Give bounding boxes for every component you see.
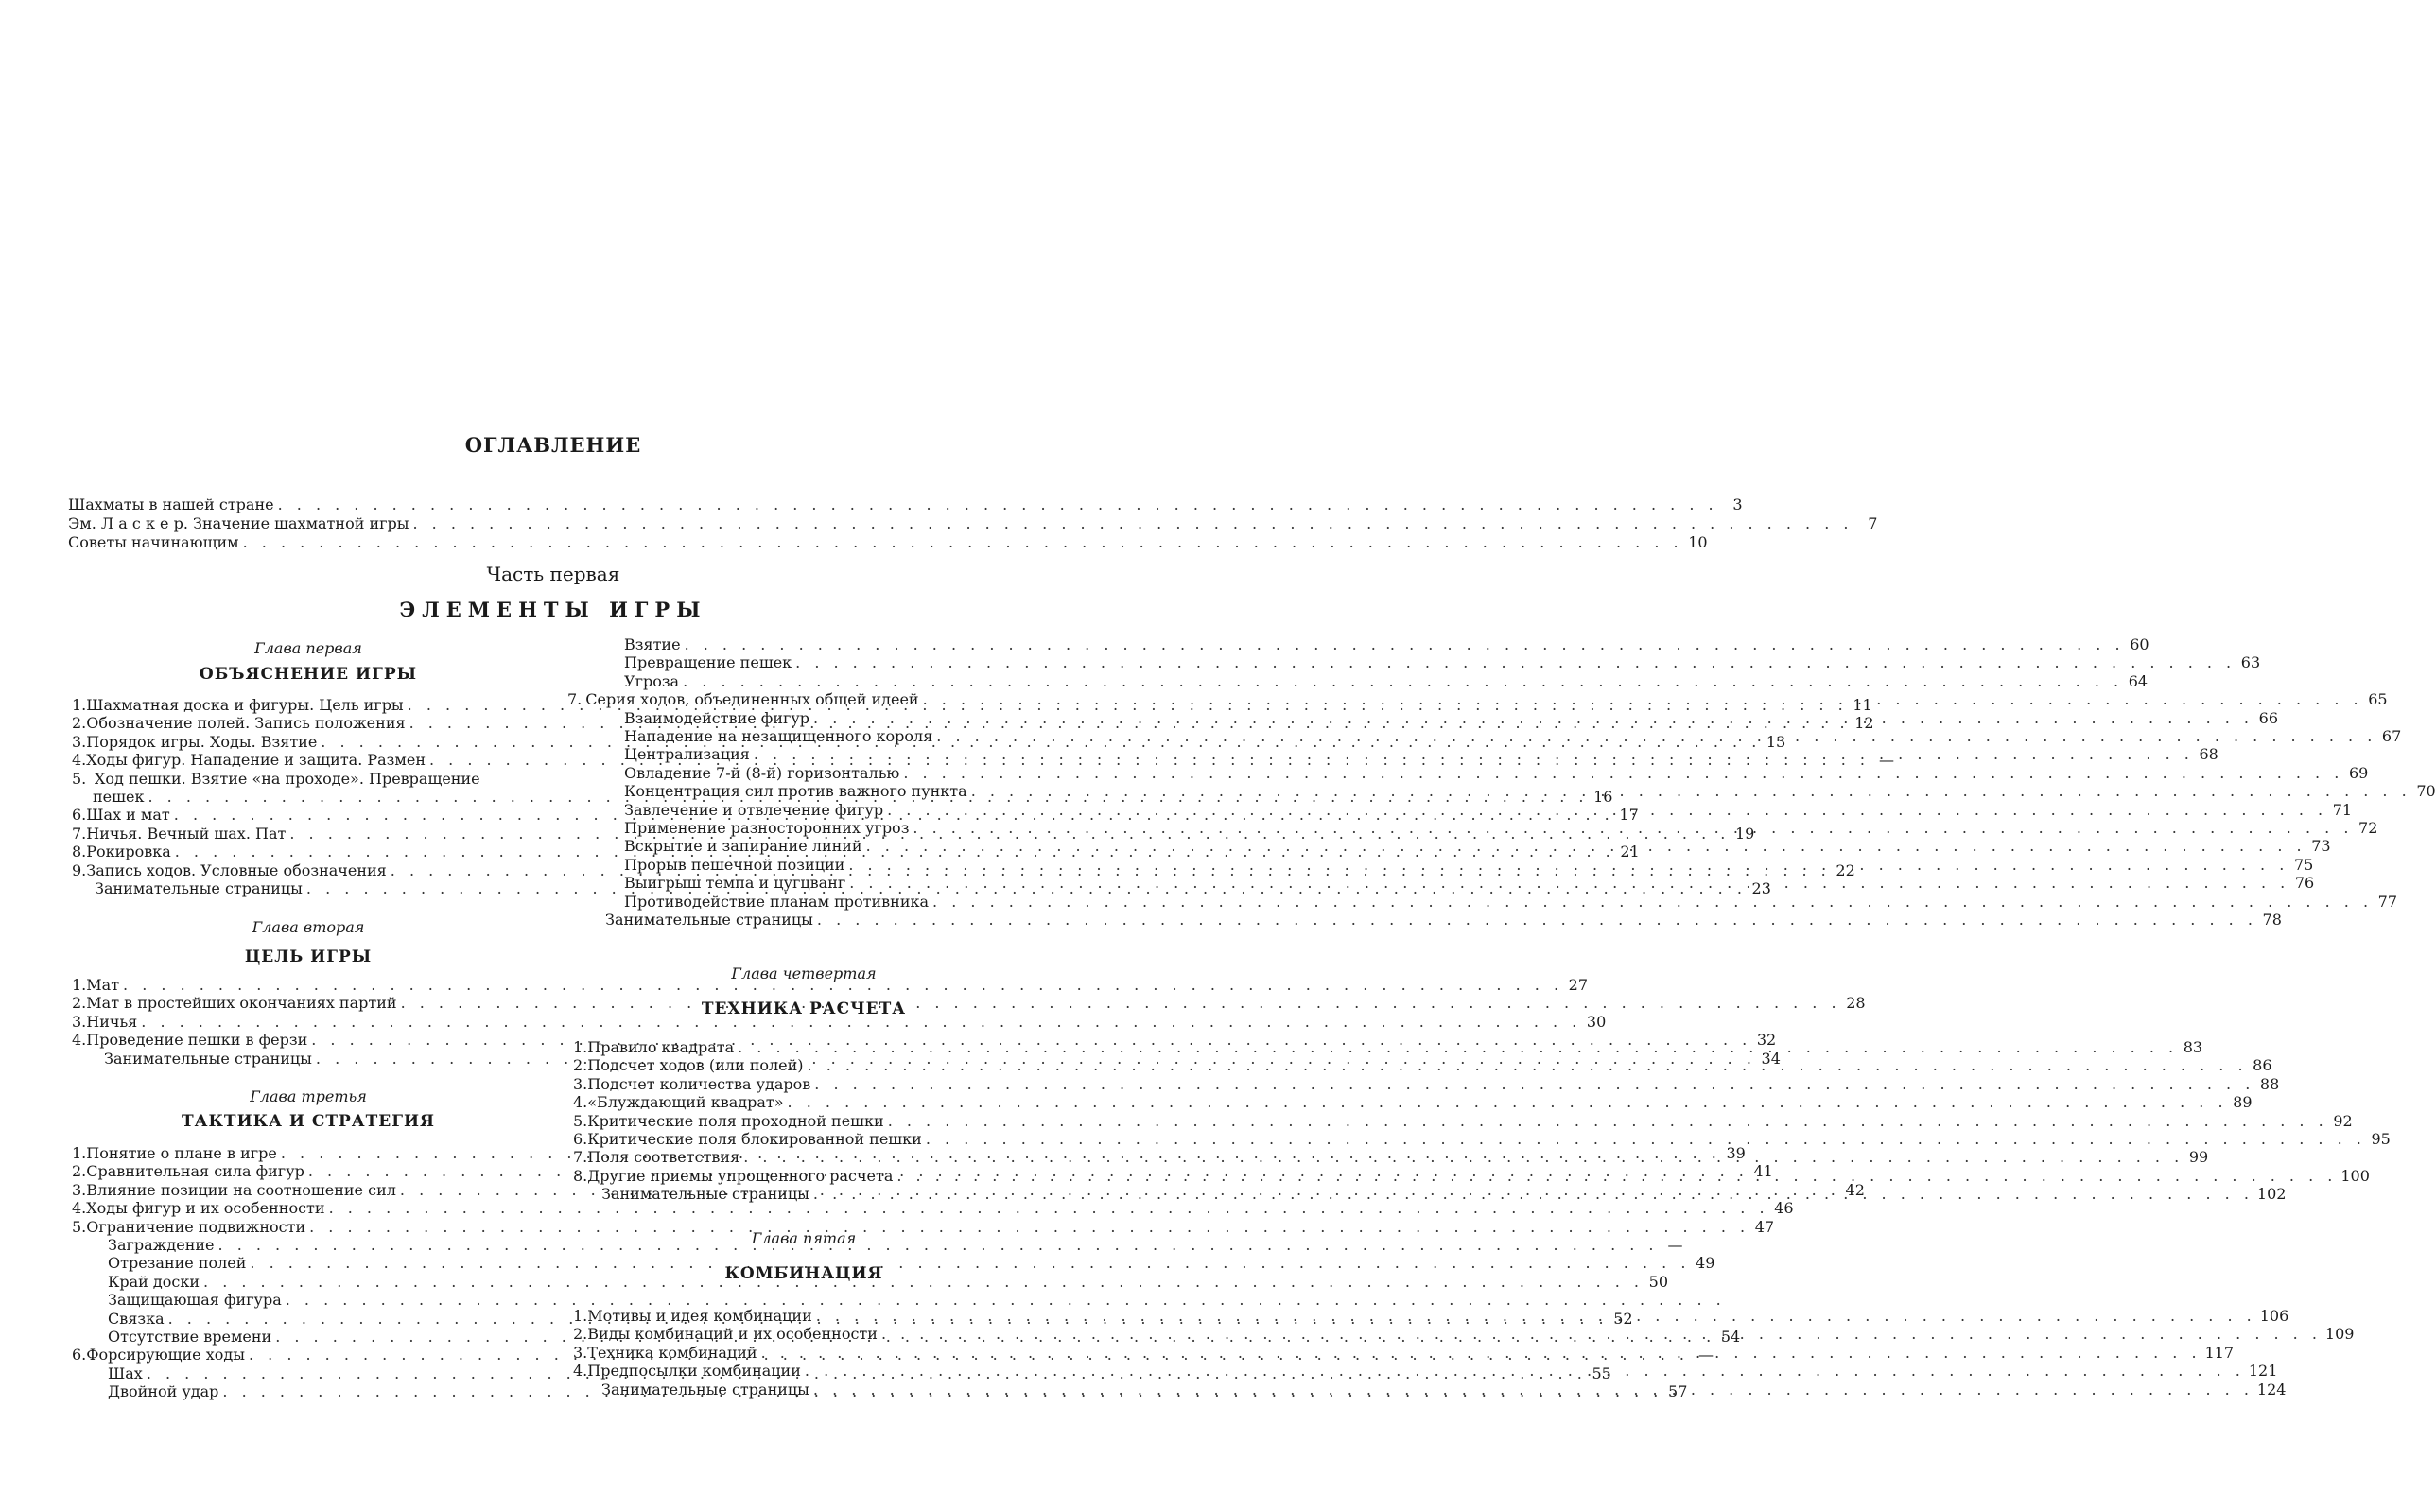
page-number: 70 [2416,782,2436,801]
page-number: 92 [2333,1111,2353,1130]
entry-text: Связка [108,1309,165,1328]
dot-leader [243,533,1683,552]
entry-text: Рокировка [86,843,171,861]
page-number: 50 [1648,1272,1669,1291]
toc-entry [567,653,2261,672]
entry-number: 6. [573,1130,588,1148]
entry-text: Порядок игры. Ходы. Взятие [86,732,318,751]
page-number: 55 [1592,1364,1611,1382]
dot-leader [936,727,2376,746]
toc-title: ОГЛАВЛЕНИЕ [464,433,642,457]
dot-leader [926,1130,2366,1149]
page-number: 30 [1586,1012,1607,1031]
entry-text: Применение разносторонних угроз [624,819,910,837]
entry-number: 4. [573,1093,588,1112]
entry-text: Вскрытие и запирание линий [624,837,862,856]
entry-number: 3. [573,1343,588,1362]
entry-number: 5. [72,769,87,788]
dot-leader [923,690,2363,709]
dot-leader [813,709,2253,728]
page-number: — [1667,1236,1683,1254]
toc-entry [72,1291,545,1310]
entry-text: Другие приемы упрощенного расчета [587,1166,894,1185]
entry-number: 9. [72,860,87,879]
dot-leader [913,819,2353,838]
entry-text: Ходы фигур и их особенности [86,1199,325,1218]
page-number: 73 [2311,837,2331,856]
chapter-title: КОМБИНАЦИЯ [724,1264,883,1283]
page-number: 77 [2377,892,2398,911]
page-number: 21 [1620,843,1640,861]
toc-entry [72,1012,1607,1032]
entry-text: Виды комбинаций и их особенности [587,1325,878,1344]
entry-text: Правило квадрата [587,1038,735,1056]
page-number: 23 [1751,879,1771,897]
entry-number: 2. [72,714,87,733]
page-number: 124 [2256,1380,2287,1399]
entry-text: Шах [108,1364,143,1382]
page-number: 102 [2256,1185,2287,1204]
entry-number: 7. [573,1148,588,1167]
entry-text: Угроза [624,671,680,690]
dot-leader [788,1093,2228,1112]
page-number: 66 [2258,708,2278,727]
entry-text: Взятие [624,635,681,653]
chapter-label: Глава первая [254,639,362,657]
entry-text: Поля соответствия [587,1148,740,1167]
chapter-title: ОБЪЯСНЕНИЕ ИГРЫ [199,665,418,684]
page-number: 100 [2340,1166,2370,1185]
entry-text: Мат в простейших окончаниях партий [86,994,397,1013]
entry-text: Мотивы и идея комбинации [587,1307,812,1325]
chapter-title: ТЕХНИКА РАСЧЕТА [701,999,907,1018]
entry-text: Критические поля проходной пешки [587,1111,884,1130]
toc-entry [573,1343,2235,1363]
toc-entry [72,1199,1794,1218]
dot-leader [683,672,2123,691]
page-number: 47 [1754,1217,1775,1236]
toc-entry [68,514,1878,533]
page-number: 22 [1836,860,1855,879]
entry-number: 2. [573,1056,588,1075]
dot-leader [761,1344,2201,1363]
entry-text: Подсчет ходов (или полей) [587,1056,804,1075]
entry-text: Отрезание полей [108,1254,247,1273]
dot-leader [795,653,2236,672]
dot-leader [685,635,2125,654]
page-number: 10 [1688,533,1708,551]
page-number: 11 [1853,696,1872,714]
page-number: 121 [2248,1362,2278,1381]
page-number: 89 [2233,1093,2253,1112]
entry-number: 1. [573,1038,588,1056]
page-number: 17 [1619,806,1639,825]
entry-text: «Блуждающий квадрат» [587,1093,784,1112]
dot-leader [278,495,1718,514]
entry-text: Занимательные страницы [104,1049,312,1068]
entry-number: 1. [72,696,87,714]
entry-number: 6. [72,806,87,825]
entry-text: Критические поля блокированной пешки [587,1130,922,1148]
page-number: 3 [1732,495,1743,513]
dot-leader [849,874,2289,893]
entry-text: Двойной удар [108,1382,219,1401]
entry-text: Запись ходов. Условные обозначения [86,860,387,879]
entry-number: 3. [72,732,87,751]
entry-text: Понятие о плане в игре [86,1144,277,1162]
page-number: 75 [2293,855,2314,874]
chapter-title: ТАКТИКА И СТРАТЕГИЯ [181,1112,436,1131]
dot-leader [412,514,1853,533]
page-number: 76 [2294,874,2315,893]
entry-text: Завлечение и отвлечение фигур [624,800,884,819]
dot-leader [805,1362,2245,1381]
toc-entry [72,770,545,789]
entry-text: Ходы фигур. Нападение и защита. Размен [86,751,426,770]
part-title: ЭЛЕМЕНТЫ ИГРЫ [399,598,707,621]
dot-leader [896,1167,2337,1186]
toc-entry [567,745,2218,764]
dot-leader [813,1381,2253,1399]
toc-entry [573,1074,2280,1094]
page-number: 46 [1774,1199,1794,1218]
page-number: 27 [1568,976,1589,994]
toc-entry [567,763,2369,783]
page-number: 67 [2381,727,2402,745]
dot-leader [932,893,2373,912]
entry-text: Выигрыш темпа и цугцванг [624,874,846,893]
entry-text: Шахматная доска и фигуры. Цель игры [86,696,404,714]
entry-number: 5. [573,1111,588,1130]
page-number: 12 [1854,714,1874,733]
entry-text: Занимательные страницы [605,911,813,929]
entry-text: Форсирующие ходы [86,1346,245,1364]
dot-leader [848,856,2288,875]
page-number: 19 [1734,824,1755,843]
entry-text: Предпосылки комбинации [587,1362,801,1381]
toc-entry [68,495,1743,514]
entry-text: Влияние позиции на соотношение сил [86,1180,396,1199]
page-number: 64 [2128,671,2149,690]
entry-text: пешек [93,788,145,806]
entry-number: 4. [573,1362,588,1381]
dot-leader [881,1325,2322,1344]
page-number: 78 [2262,911,2282,929]
dot-leader [866,837,2306,856]
entry-number: 8. [72,843,87,861]
entry-text: Подсчет количества ударов [587,1074,811,1093]
entry-text: Серия ходов, объединенных общей идеей [585,690,919,709]
page-number: 49 [1696,1254,1715,1273]
dot-leader [816,1307,2256,1326]
toc-entry [72,1254,1715,1273]
entry-text: Превращение пешек [624,653,792,672]
page-number: 95 [2371,1130,2391,1148]
dot-leader [903,764,2343,783]
entry-number: 2. [72,994,87,1013]
entry-text: Нападение на незащищенного короля [624,727,933,745]
page-number: 39 [1726,1144,1746,1162]
dot-leader [887,801,2327,820]
part-label: Часть первая [486,563,620,585]
entry-number: 4. [72,1031,87,1050]
dot-leader [808,1056,2248,1075]
toc-entry [72,976,1589,995]
page-number: 57 [1668,1382,1688,1401]
page-number: 41 [1753,1162,1773,1181]
entry-text: Противодействие планам противника [624,892,930,911]
entry-text: Сравнительная сила фигур [86,1162,304,1181]
page-number: 60 [2130,635,2149,653]
page-number: 69 [2348,763,2369,782]
toc-entry [567,671,2149,691]
entry-text: Ничья [86,1012,138,1031]
page-number: 28 [1846,994,1866,1013]
entry-text: Техника комбинаций [587,1343,757,1362]
entry-text: Ход пешки. Взятие «на проходе». Превращение [95,769,480,788]
entry-number: 1. [72,976,87,994]
entry-text: Проведение пешки в ферзи [86,1031,308,1050]
entry-number: 6. [72,1346,87,1364]
page-number: 117 [2204,1343,2235,1362]
entry-text: Занимательные страницы [95,879,303,897]
page-number: 68 [2199,745,2218,764]
entry-text: Отсутствие времени [108,1328,272,1346]
entry-text: Заграждение [108,1236,215,1254]
entry-text: Шах и мат [86,806,170,825]
entry-number: 2. [72,1162,87,1181]
chapter-label: Глава пятая [751,1229,857,1247]
chapter-title: ЦЕЛЬ ИГРЫ [244,947,373,966]
page-number: — [1878,751,1894,770]
chapter-label: Глава четвертая [731,965,877,982]
entry-number: 4. [72,1199,87,1218]
entry-text: Занимательные страницы [601,1185,809,1204]
toc-entry [573,1093,2253,1112]
page-number: 63 [2240,653,2261,672]
entry-text: Ограничение подвижности [86,1217,306,1236]
page-number: 32 [1756,1031,1777,1050]
page-number: 109 [2324,1325,2355,1344]
page-number: 13 [1766,732,1786,751]
entry-number: 3. [573,1074,588,1093]
entry-number: 5. [72,1217,87,1236]
page-number: 65 [2368,690,2388,709]
entry-text: Край доски [108,1272,200,1291]
dot-leader [813,1185,2253,1204]
entry-text: Эм. Л а с к е р. Значение шахматной игры [68,514,409,532]
toc-entry [72,1217,1775,1237]
entry-text: Концентрация сил против важного пункта [624,782,967,801]
entry-text: Взаимодействие фигур [624,708,810,727]
page-number: 7 [1868,514,1878,532]
entry-number: 3. [72,1180,87,1199]
dot-leader [754,745,2194,764]
page-number: 72 [2358,819,2378,837]
page-number: 52 [1613,1309,1633,1328]
dot-leader [888,1112,2328,1131]
toc-entry [567,911,2282,930]
toc-entry [68,533,1708,552]
page-number: 34 [1761,1049,1781,1068]
page-number: 16 [1593,788,1613,806]
entry-number: 7. [567,690,583,709]
toc-entry [567,892,2398,912]
page-number: 54 [1720,1328,1741,1346]
entry-number: 3. [72,1012,87,1031]
entry-number: 1. [573,1307,588,1325]
toc-entry [573,1130,2391,1149]
toc-entry [567,635,2149,654]
entry-text: Централизация [624,745,750,764]
dot-leader [814,1075,2254,1094]
entry-text: Обозначение полей. Запись положения [86,714,406,733]
dot-leader [738,1038,2178,1057]
page-number: 83 [2183,1038,2203,1056]
entry-text: Ничья. Вечный шах. Пат [86,824,287,843]
entry-text: Овладение 7-й (8-й) горизонталью [624,763,900,782]
page-number: — [1697,1346,1714,1364]
entry-number: 7. [72,824,87,843]
entry-text: Прорыв пешечной позиции [624,855,845,874]
chapter-label: Глава вторая [252,918,365,936]
page-number: 42 [1845,1180,1865,1199]
entry-number: 8. [573,1166,588,1185]
entry-text: Занимательные страницы [601,1380,809,1399]
toc-entry [573,1111,2353,1131]
dot-leader [743,1148,2184,1167]
dot-leader [971,782,2411,801]
entry-text: Советы начинающим [68,533,239,551]
page-number: 86 [2253,1056,2272,1075]
entry-number: 2. [573,1325,588,1344]
page-number: 88 [2259,1074,2280,1093]
page-number: 71 [2332,800,2353,819]
entry-number: 4. [72,751,87,770]
entry-number: 1. [72,1144,87,1162]
entry-text: Шахматы в нашей стране [68,495,274,513]
page-number: 106 [2259,1307,2289,1325]
dot-leader [817,911,2257,930]
entry-text: Защищающая фигура [108,1291,282,1310]
chapter-label: Глава третья [250,1087,367,1105]
entry-text: Мат [86,976,120,994]
page-number: 99 [2188,1148,2209,1167]
